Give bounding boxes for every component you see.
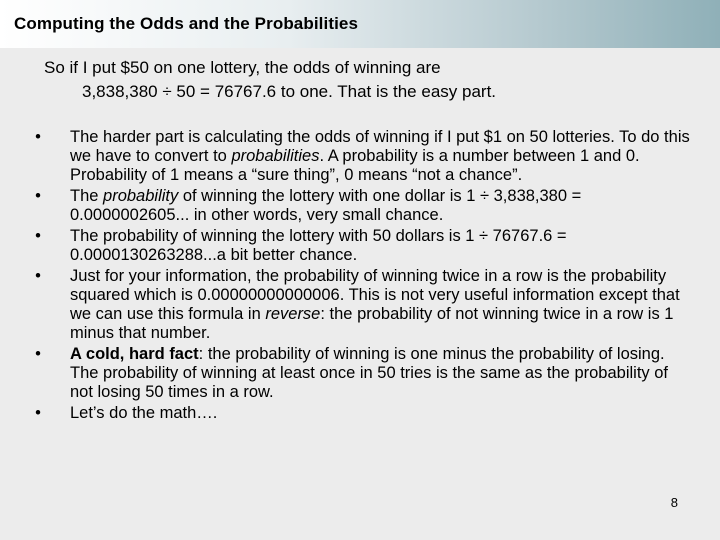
emphasis-text: probability [103, 187, 179, 205]
bullet-item [30, 267, 690, 343]
bullet-item [30, 128, 690, 185]
bold-text: A cold, hard fact [70, 345, 199, 363]
bullet-text: of winning the lottery with one dollar is 1 ÷ 3,838,380 = 0.0000002605... in other words, very small chance. [70, 187, 582, 224]
bullet-marker: • [35, 227, 41, 245]
bullet-item [30, 187, 690, 225]
bullet-text: : the probability of not winning twice in a row is 1 minus that number. [70, 305, 674, 342]
bullet-marker: • [35, 404, 41, 422]
title-bar [0, 0, 720, 48]
bullet-list [30, 128, 690, 425]
bullet-text: Let’s do the math…. [70, 404, 218, 422]
slide-title: Computing the Odds and the Probabilities [14, 14, 359, 33]
intro-line-2: 3,838,380 ÷ 50 = 76767.6 to one. That is the easy part. [82, 82, 497, 101]
emphasis-text: probabilities [231, 147, 320, 165]
bullet-item [30, 227, 690, 265]
bullet-item [30, 345, 690, 402]
intro-paragraph [44, 56, 684, 104]
bullet-text: The probability of winning the lottery with 50 dollars is 1 ÷ 76767.6 = 0.0000130263288...a bit better chance. [70, 227, 567, 264]
bullet-marker: • [35, 187, 41, 205]
bullet-item [30, 404, 690, 423]
bullet-text: The [70, 187, 104, 205]
bullet-text: Just for your information, the probability of winning twice in a row is the probability squared which is 0.00000000000006. This is not very useful information except that we can use this formula in [70, 267, 680, 323]
bullet-marker: • [35, 345, 41, 363]
bullet-text: The harder part is calculating the odds of winning if I put $1 on 50 lotteries. To do this we have to convert to [70, 128, 690, 165]
bullet-text: . A probability is a number between 1 and 0. Probability of 1 means a “sure thing”, 0 means “not a chance”. [70, 147, 640, 184]
intro-line-1: So if I put $50 on one lottery, the odds of winning are [44, 58, 441, 77]
bullet-marker: • [35, 128, 41, 146]
page-number: 8 [670, 495, 678, 510]
emphasis-text: reverse [265, 305, 321, 323]
bullet-marker: • [35, 267, 41, 285]
bullet-text: : the probability of winning is one minus the probability of losing. The probability of winning at least once in 50 tries is the same as the probability of not losing 50 times in a row. [70, 345, 668, 401]
